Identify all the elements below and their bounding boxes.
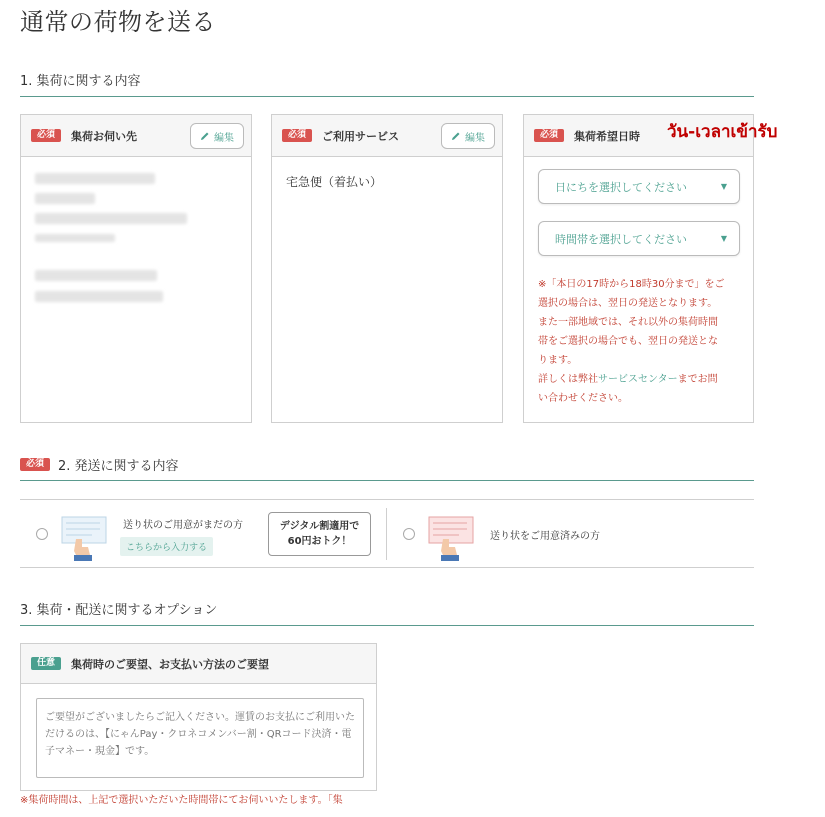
notice-line: い合わせください。 (538, 393, 628, 404)
edit-label: 編集 (465, 132, 485, 144)
pickup-datetime-card (523, 114, 754, 423)
edit-address-button[interactable] (190, 123, 244, 149)
card-title: 集荷希望日時 (574, 129, 641, 143)
redacted-text (35, 234, 115, 242)
chevron-down-icon: ▼ (720, 182, 727, 191)
section-heading-pickup: 1. 集荷に関する内容 (20, 74, 141, 89)
required-badge: 必須 (31, 129, 61, 142)
service-card (271, 114, 503, 423)
option-no-waybill-text: 送り状のご用意がまだの方 (123, 520, 243, 531)
vertical-divider (386, 508, 387, 560)
service-value: 宅急便（着払い） (286, 175, 383, 189)
input-here-link[interactable]: こちらから入力する (120, 537, 213, 556)
notice-line: 帯をご選択の場合でも、翌日の発送とな (538, 336, 718, 347)
pencil-icon (200, 131, 210, 141)
annotation-overlay-text: วัน-เวลาเข้ารับ (667, 122, 778, 142)
notice-line: また一部地域では、それ以外の集荷時間 (538, 317, 718, 328)
radio-have-waybill[interactable] (403, 528, 415, 540)
section-divider (20, 96, 754, 97)
pickup-address-card (20, 114, 252, 423)
card-header (272, 115, 502, 157)
time-select-label: 時間帯を選択してください (555, 232, 687, 246)
pickup-request-card (20, 643, 377, 791)
request-textarea[interactable] (36, 698, 364, 778)
pickup-notice (538, 275, 750, 408)
card-title: ご利用サービス (322, 129, 400, 143)
card-title: 集荷お伺い先 (71, 129, 138, 143)
redacted-text (35, 291, 163, 302)
edit-service-button[interactable] (441, 123, 495, 149)
redacted-text (35, 270, 157, 281)
edit-label: 編集 (214, 132, 234, 144)
notice-text: 詳しくは弊社 (538, 374, 598, 385)
redacted-text (35, 193, 95, 204)
promo-line: デジタル割適用で (279, 521, 360, 532)
page-title: 通常の荷物を送る (20, 8, 216, 36)
optional-badge: 任意 (31, 657, 61, 670)
section-divider (20, 625, 754, 626)
option-have-waybill-text: 送り状をご用意済みの方 (490, 531, 600, 542)
notice-line: 選択の場合は、翌日の発送となります。 (538, 298, 718, 309)
pencil-icon (451, 131, 461, 141)
notice-line (538, 370, 750, 389)
section-divider (20, 480, 754, 481)
date-select[interactable] (538, 169, 740, 204)
card-header (21, 115, 251, 157)
chevron-down-icon: ▼ (720, 234, 727, 243)
notice-line: ※「本日の17時から18時30分まで」をご (538, 279, 725, 290)
prepared-waybill-icon (427, 509, 477, 564)
section-heading-shipping (20, 455, 179, 474)
card-title: 集荷時のご要望、お支払い方法のご要望 (71, 657, 270, 671)
pickup-time-note: ※集荷時間は、上記で選択いただいた時間帯にてお伺いいたします。「集 (20, 795, 343, 806)
redacted-text (35, 173, 155, 184)
notice-text: までお問 (677, 374, 718, 385)
required-badge: 必須 (282, 129, 312, 142)
section-heading-options: 3. 集荷・配送に関するオプション (20, 603, 218, 618)
notice-line: ります。 (538, 355, 578, 366)
section-heading-text: 2. 発送に関する内容 (58, 459, 179, 474)
required-badge: 必須 (534, 129, 564, 142)
radio-no-waybill[interactable] (36, 528, 48, 540)
required-badge: 必須 (20, 458, 50, 471)
shipping-options (20, 499, 754, 568)
card-header (21, 644, 376, 684)
redacted-text (35, 213, 187, 224)
promo-line: 60円おトク！ (287, 536, 352, 547)
digital-discount-button[interactable] (268, 512, 371, 556)
time-select[interactable] (538, 221, 740, 256)
waybill-hand-icon (60, 509, 110, 564)
date-select-label: 日にちを選択してください (555, 180, 687, 194)
service-center-link[interactable]: サービスセンター (598, 374, 678, 385)
